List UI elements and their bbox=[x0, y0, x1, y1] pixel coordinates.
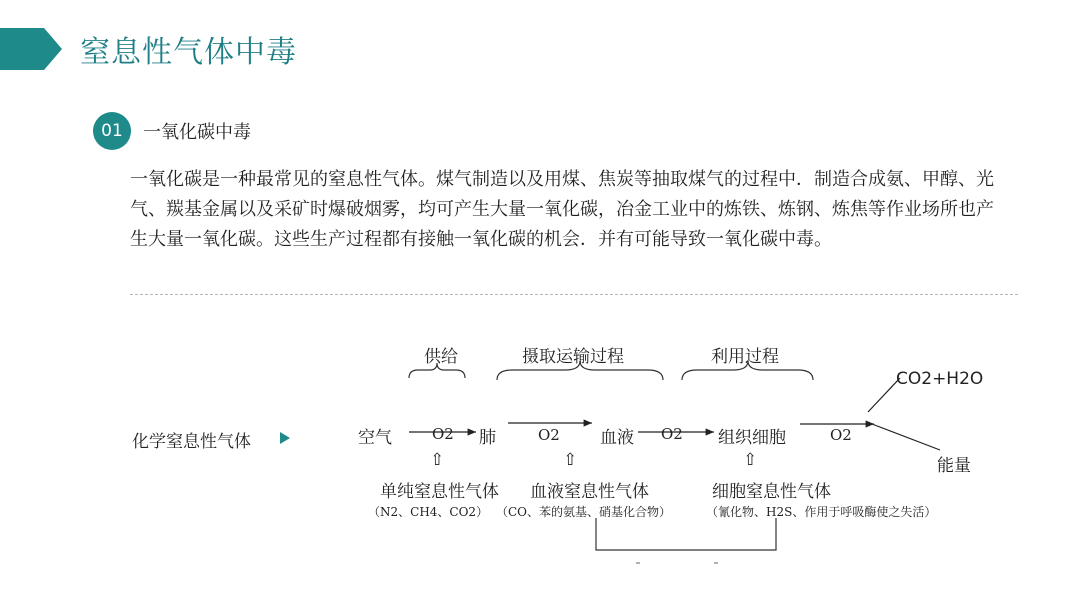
arrow-to-energy bbox=[872, 424, 940, 450]
category-blood-examples: （CO、苯的氨基、硝基化合物） bbox=[496, 505, 672, 519]
intro-paragraph: 一氧化碳是一种最常见的窒息性气体。煤气制造以及用煤、焦炭等抽取煤气的过程中．制造合成氨、甲醇、光气、羰基金属以及采矿时爆破烟雾，均可产生大量一氧化碳，冶金工业中的炼铁、炼钢、炼焦等作业场所也产生大量一氧化碳。这些生产过程都有接触一氧化碳的机会．并有可能导致一氧化碳中毒。 bbox=[130, 169, 994, 250]
section-title: 一氧化碳中毒 bbox=[143, 122, 251, 143]
node-blood: 血液 bbox=[600, 428, 634, 448]
stage-supply-label: 供给 bbox=[424, 347, 458, 367]
category-cell-examples: （氰化物、H2S、作用于呼吸酶使之失活） bbox=[706, 505, 937, 519]
up-arrow-icon: ⇧ bbox=[563, 450, 578, 470]
category-cell-name: 细胞窒息性气体 bbox=[712, 482, 831, 502]
link-bracket bbox=[596, 518, 776, 550]
o2-label-1: O2 bbox=[432, 425, 454, 443]
category-simple-name: 单纯窒息性气体 bbox=[380, 482, 499, 502]
play-triangle-icon bbox=[280, 432, 290, 444]
node-lung: 肺 bbox=[479, 428, 496, 448]
category-blood-name: 血液窒息性气体 bbox=[530, 482, 649, 502]
up-arrow-icon: ⇧ bbox=[430, 450, 445, 470]
page-title: 窒息性气体中毒 bbox=[80, 35, 297, 70]
o2-label-2: O2 bbox=[538, 426, 560, 444]
stage-uptake-label: 摄取运输过程 bbox=[522, 347, 624, 367]
node-tissue: 组织细胞 bbox=[718, 428, 786, 448]
node-air: 空气 bbox=[358, 428, 392, 448]
node-energy: 能量 bbox=[937, 456, 971, 476]
node-products: CO2+H2O bbox=[896, 369, 984, 389]
chemical-gas-label: 化学窒息性气体 bbox=[132, 432, 251, 452]
o2-label-4: O2 bbox=[830, 426, 852, 444]
section-number-badge: 01 bbox=[93, 112, 131, 150]
up-arrow-icon: ⇧ bbox=[743, 450, 758, 470]
o2-label-3: O2 bbox=[661, 425, 683, 443]
category-simple-examples: （N2、CH4、CO2） bbox=[368, 505, 489, 519]
stage-use-label: 利用过程 bbox=[711, 347, 779, 367]
